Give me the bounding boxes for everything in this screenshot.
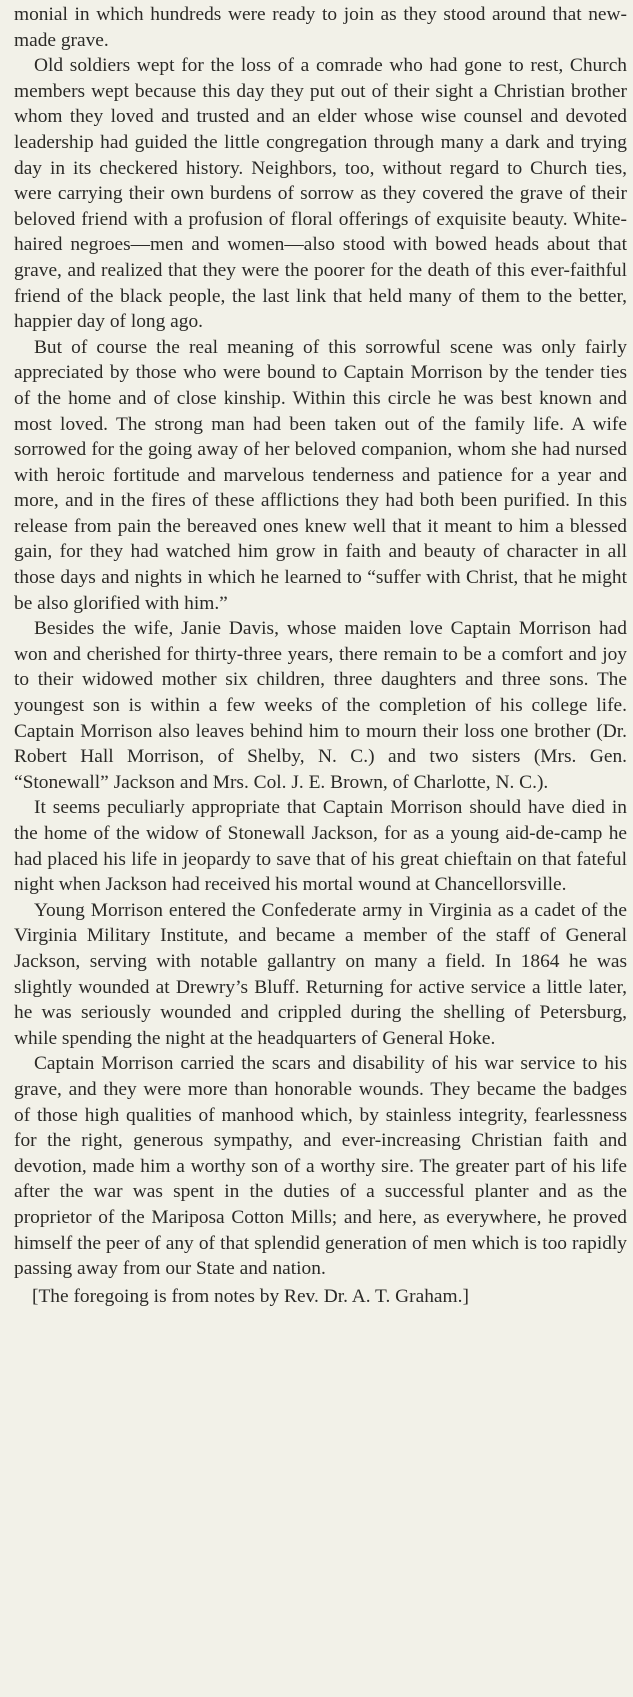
paragraph-funeral-crowd: monial in which hundreds were ready to join as they stood around that new-made grave. xyxy=(14,4,627,51)
paragraph-mourners: Old soldiers wept for the loss of a comrade who had gone to rest, Church members wept because this day they put out of their sight a Christian brother whom they loved and trusted and an elder whose wise counsel and devoted leadership had guided the little congregation through many a dark and trying day in its checkered history. Neighbors, too, without regard to Church ties, were carrying their own burdens of sorrow as they covered the grave of their beloved friend with a profusion of floral offerings of exquisite beauty. White-haired negroes—men and women—also stood with bowed heads about that grave, and realized that they were the poorer for the death of this ever-faithful friend of the black people, the last link that held many of them to the better, happier day of long ago. xyxy=(14,55,627,333)
paragraph-jackson-home: It seems peculiarly appropriate that Captain Morrison should have died in the home of the widow of Stonewall Jackson, for as a young aid-de-camp he had placed his life in jeopardy to save that of his great chieftain on that fateful night when Jackson had received his mortal wound at Chancellorsville. xyxy=(14,797,627,896)
paragraph-military-service: Young Morrison entered the Confederate army in Virginia as a cadet of the Virginia Military Institute, and became a member of the staff of General Jackson, serving with notable gallantry on many a field. In 1864 he was slightly wounded at Drewry’s Bluff. Returning for active service a little later, he was seriously wounded and crippled during the shelling of Petersburg, while spending the night at the headquarters of General Hoke. xyxy=(14,899,627,1049)
paragraph-survivors: Besides the wife, Janie Davis, whose maiden love Captain Morrison had won and cherished for thirty-three years, there remain to be a comfort and joy to their widowed mother six children, three daughters and three sons. The youngest son is within a few weeks of the completion of his college life. Captain Morrison also leaves behind him to mourn their loss one brother (Dr. Robert Hall Morrison, of Shelby, N. C.) and two sisters (Mrs. Gen. “Stonewall” Jackson and Mrs. Col. J. E. Brown, of Charlotte, N. C.). xyxy=(14,618,627,793)
paragraph-legacy: Captain Morrison carried the scars and disability of his war service to his grave, and they were more than honorable wounds. They became the badges of those high qualities of manhood which, by stainless integrity, fearlessness for the right, generous sympathy, and ever-increasing Christian faith and devotion, made him a worthy son of a worthy sire. The greater part of his life after the war was spent in the duties of a successful planter and as the proprietor of the Mariposa Cotton Mills; and here, as everywhere, he proved himself the peer of any of that splendid generation of men which is too rapidly passing away from our State and nation. xyxy=(14,1053,627,1280)
paragraph-family-meaning: But of course the real meaning of this sorrowful scene was only fairly appreciated by those who were bound to Captain Morrison by the tender ties of the home and of close kinship. Within this circle he was best known and most loved. The strong man had been taken out of the family life. A wife sorrowed for the going away of her beloved companion, whom she had nursed with heroic fortitude and marvelous tenderness and patience for a year and more, and in the fires of these afflictions they had both been purified. In this release from pain the bereaved ones knew well that it meant to him a blessed gain, for they had watched him grow in faith and beauty of character in all those days and nights in which he learned to “suffer with Christ, that he might be also glorified with him.” xyxy=(14,336,627,614)
attribution-note: [The foregoing is from notes by Rev. Dr. A. T. Graham.] xyxy=(32,1285,469,1307)
